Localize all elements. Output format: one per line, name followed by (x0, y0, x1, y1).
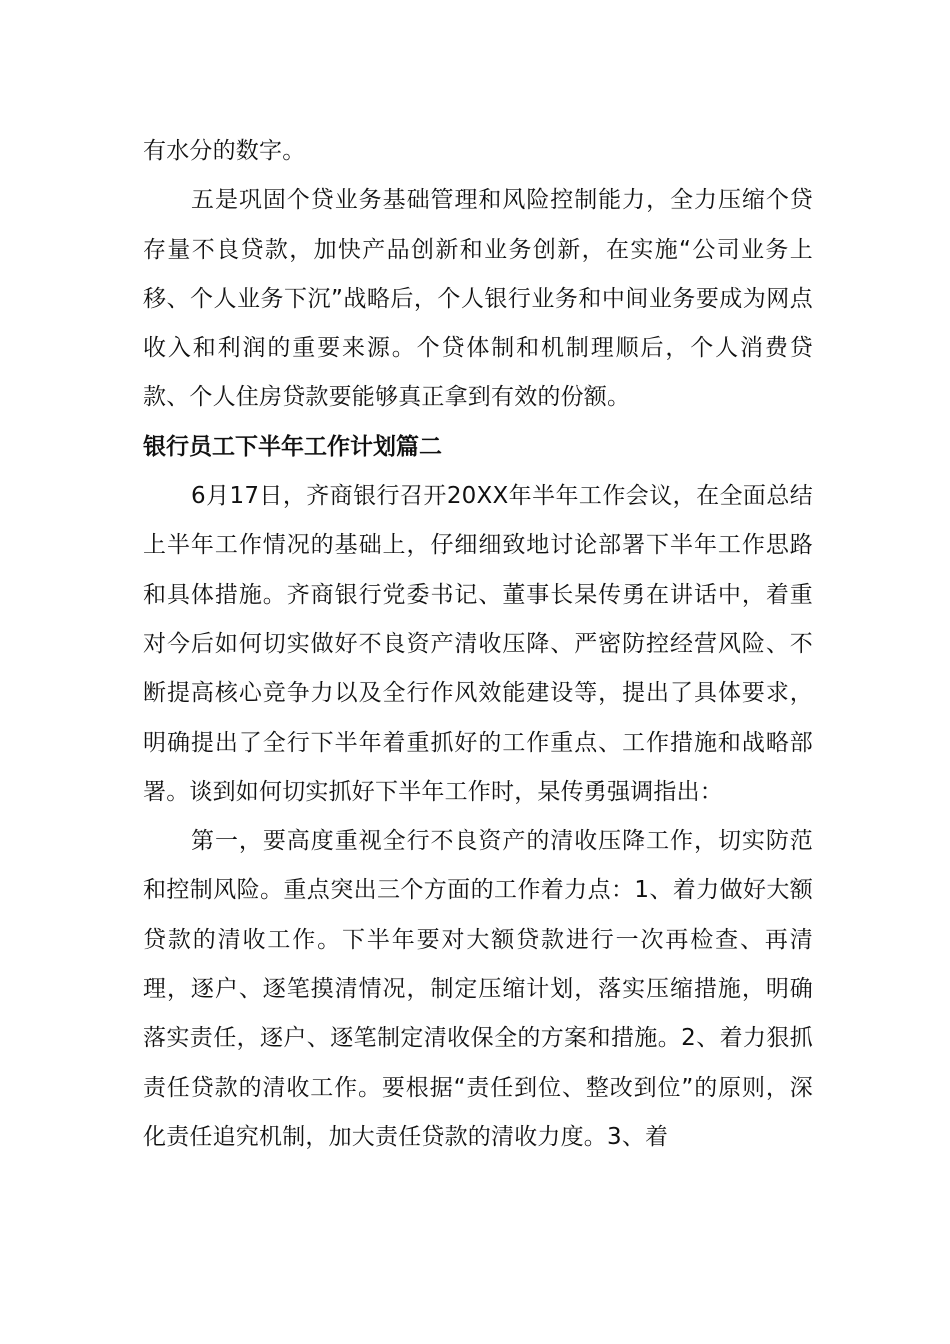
document-page (143, 127, 813, 1162)
paragraph-meeting-summary: 6月17日，齐商银行召开20XX年半年工作会议，在全面总结上半年工作情况的基础上，仔细细致地讨论部署下半年工作思路和具体措施。齐商银行党委书记、董事长杲传勇在讲话中，着重对今后如何切实做好不良资产清收压降、严密防控经营风险、不断提高核心竞争力以及全行作风效能建设等，提出了具体要求，明确提出了全行下半年着重抓好的工作重点、工作措施和战略部署。谈到如何切实抓好下半年工作时，杲传勇强调指出： (143, 483, 813, 805)
paragraph-point-five: 五是巩固个贷业务基础管理和风险控制能力，全力压缩个贷存量不良贷款，加快产品创新和业务创新，在实施“公司业务上移、个人业务下沉”战略后，个人银行业务和中间业务要成为网点收入和利润的重要来源。个贷体制和机制理顺后，个人消费贷款、个人住房贷款要能够真正拿到有效的份额。 (143, 187, 813, 411)
paragraph-continuation: 有水分的数字。 (143, 138, 306, 164)
section-heading: 银行员工下半年工作计划篇二 (143, 433, 442, 460)
paragraph-point-one: 第一，要高度重视全行不良资产的清收压降工作，切实防范和控制风险。重点突出三个方面的工作着力点：1、着力做好大额贷款的清收工作。下半年要对大额贷款进行一次再检查、再清理，逐户、逐笔摸清情况，制定压缩计划，落实压缩措施，明确落实责任，逐户、逐笔制定清收保全的方案和措施。2、着力狠抓责任贷款的清收工作。要根据“责任到位、整改到位”的原则，深化责任追究机制，加大责任贷款的清收力度。3、着 (143, 828, 813, 1150)
